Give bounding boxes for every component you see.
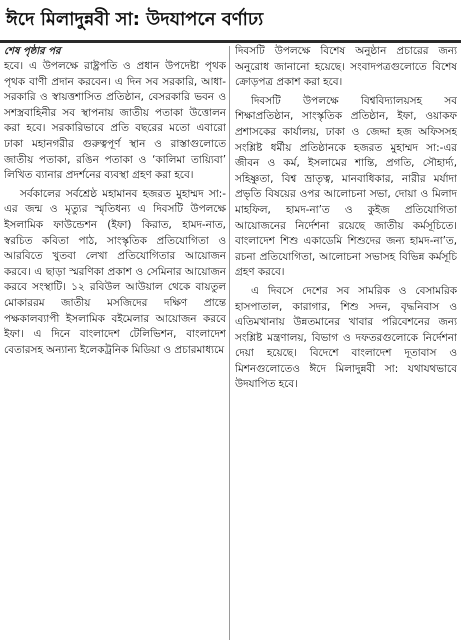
headline-rule: [0, 40, 461, 43]
column-divider: [229, 46, 230, 640]
article-paragraph: দিবসটি উপলক্ষে বিশেষ অনুষ্ঠান প্রচারের জন্য অনুরোধ জানানো হয়েছে। সংবাদপত্রগুলোতে বিশেষ ক্রোড়পত্র প্রকাশ করা হবে।: [235, 45, 457, 89]
article-paragraph: দিবসটি উপলক্ষে বিশ্ববিদ্যালয়সহ সব শিক্ষাপ্রতিষ্ঠান, সাংস্কৃতিক প্রতিষ্ঠান, ইফা, ওয়াকফ প্রশাসকের কার্যালয়, ঢাকা ও জেদ্দা হজ অফিসসহ সংশ্লিষ্ট ধর্মীয় প্রতিষ্ঠানকে হজরত মুহাম্মদ সা:-এর জীবন ও কর্ম, ইসলামের শান্তি, প্রগতি, সৌহার্দ্য, সহিষ্ণুতা, বিশ্ব ভ্রাতৃত্ব, মানবাধিকার, নারীর মর্যাদা প্রভৃতি বিষয়ের ওপর আলোচনা সভা, দোয়া ও মিলাদ মাহফিল, হামদ-না’ত ও কুইজ প্রতিযোগিতা আয়োজনের নির্দেশনা রয়েছে জাতীয় কর্মসূচিতে। বাংলাদেশ শিশু একাডেমি শিশুদের জন্য হামদ-না’ত, রচনা প্রতিযোগিতা, আলোচনা সভাসহ বিভিন্ন কর্মসূচি গ্রহণ করবে।: [235, 94, 457, 279]
right-column: [235, 44, 457, 640]
article-paragraph: এ দিবসে দেশের সব সামরিক ও বেসামরিক হাসপাতাল, কারাগার, শিশু সদন, বৃদ্ধনিবাস ও এতিমখানায় উন্নতমানের খাবার পরিবেশনের জন্য সংশ্লিষ্ট মন্ত্রণালয়, বিভাগ ও দফতরগুলোকে নির্দেশনা দেয়া হয়েছে। বিদেশে বাংলাদেশ দূতাবাস ও মিশনগুলোতেও ঈদে মিলাদুন্নবী সা: যথাযথভাবে উদযাপিত হবে।: [235, 284, 457, 391]
left-column: [4, 44, 226, 640]
continued-label: শেষ পৃষ্ঠার পর: [4, 46, 61, 57]
headline: ঈদে মিলাদুন্নবী সা: উদযাপনে বর্ণাঢ্য: [6, 9, 264, 30]
article-paragraph: সর্বকালের সর্বশ্রেষ্ঠ মহামানব হজরত মুহাম্মদ সা:-এর জন্ম ও মৃত্যুর স্মৃতিধন্য এ দিবসটি উপলক্ষে ইসলামিক ফাউন্ডেশন (ইফা) কিরাত, হামদ-নাত, স্বরচিত কবিতা পাঠ, সাংস্কৃতিক প্রতিযোগিতা ও আরবিতে খুতবা লেখা প্রতিযোগিতার আয়োজন করবে। এ ছাড়া স্মরণিকা প্রকাশ ও সেমিনার আয়োজন করবে সংস্থাটি। ১২ রবিউল আউয়াল থেকে বায়তুল মোকাররম জাতীয় মসজিদের দক্ষিণ প্রান্তে পক্ষকালব্যাপী ইসলামিক বইমেলার আয়োজন করবে ইফা। এ দিনে বাংলাদেশ টেলিভিশন, বাংলাদেশ বেতারসহ অন্যান্য ইলেকট্রনিক মিডিয়া ও প্রচারমাধ্যমে: [4, 187, 226, 356]
article-paragraph: হবে। এ উপলক্ষে রাষ্ট্রপতি ও প্রধান উপদেষ্টা পৃথক পৃথক বাণী প্রদান করবেন। এ দিন সব সরকারি, আধা-সরকারি ও স্বায়ত্তশাসিত প্রতিষ্ঠান, বেসরকারি ভবন ও সশস্ত্রবাহিনীর সব স্থাপনায় জাতীয় পতাকা উত্তোলন করা হবে। সরকারিভাবে প্রতি বছরের মতো এবারো ঢাকা মহানগরীর গুরুত্বপূর্ণ স্থান ও রাস্তাগুলোতে জাতীয় পতাকা, রঙিন পতাকা ও ‘কালিমা তায়্যিবা’ লিখিত ব্যানার প্রদর্শনের ব্যবস্থা গ্রহণ করা হবে।: [4, 60, 226, 182]
